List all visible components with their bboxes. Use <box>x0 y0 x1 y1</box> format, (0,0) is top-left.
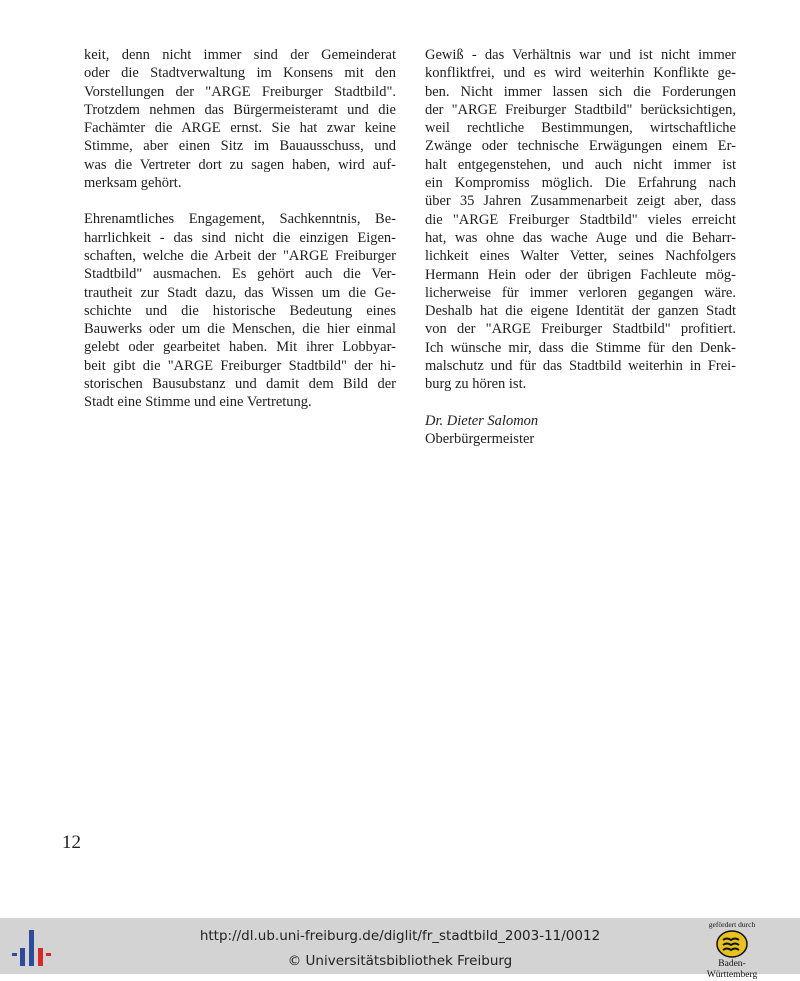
text-line: Gewiß - das Verhältnis war und ist nicht immer <box>425 47 736 63</box>
right-column <box>425 46 736 448</box>
text-line: konfliktfrei, und es wird weiterhin Konflikte ge- <box>425 65 736 82</box>
text-line: der "ARGE Freiburger Stadtbild" berücksichtigen, <box>425 101 736 118</box>
badge-top-text: gefördert durch <box>708 920 756 929</box>
text-line: ben. Nicht immer lassen sich die Forderungen <box>425 83 736 100</box>
text-line: die "ARGE Freiburger Stadtbild" vieles erreicht <box>425 211 736 228</box>
text-line: hat, was ohne das wache Auge und die Beharr- <box>425 229 736 246</box>
left-column <box>84 46 396 412</box>
signature-name: Dr. Dieter Salomon <box>425 412 539 429</box>
right-paragraph-1 <box>425 46 736 394</box>
footer-url[interactable]: http://dl.ub.uni-freiburg.de/diglit/fr_stadtbild_2003-11/0012 <box>199 928 601 944</box>
text-line: Vorstellungen der "ARGE Freiburger Stadtbild". <box>84 83 396 100</box>
signature-block <box>425 412 736 449</box>
badge-bottom-text: Baden-Württemberg <box>706 959 758 980</box>
text-line: Deshalb hat die eigene Identität der ganzen Stadt <box>425 303 736 320</box>
text-line: Hermann Hein oder der übrigen Fachleute mög- <box>425 266 736 283</box>
text-line: malschutz und für das Stadtbild weiterhin in Frei- <box>425 358 736 375</box>
text-line: schaften, welche die Arbeit der "ARGE Freiburger <box>84 247 396 264</box>
text-line: Fachämter die ARGE ernst. Sie hat zwar keine <box>84 120 396 137</box>
baden-wuerttemberg-crest-icon <box>715 929 749 959</box>
text-line: ein Kompromiss möglich. Die Erfahrung nach <box>425 175 736 192</box>
text-line: Bauwerks oder um die Menschen, die hier einmal <box>84 321 396 338</box>
text-line: schichte und die historische Bedeutung eines <box>84 302 396 319</box>
text-line: Trotzdem nehmen das Bürgermeisteramt und die <box>84 101 396 118</box>
text-line: harrlichkeit - das sind nicht die einzigen Eigen- <box>84 229 396 246</box>
signature-title: Oberbürgermeister <box>425 430 535 447</box>
text-line: licherweise für immer verloren gegangen wäre. <box>425 284 736 301</box>
text-line: über 35 Jahren Zusammenarbeit zeigt aber, dass <box>425 193 736 210</box>
text-line: von der "ARGE Freiburger Stadtbild" profitiert. <box>425 321 736 338</box>
footer-bar <box>0 918 800 980</box>
text-line: lichkeit eines Walter Vetter, seines Nachfolgers <box>425 248 736 265</box>
text-line: Stadt eine Stimme und eine Vertretung. <box>84 394 312 411</box>
page-number: 12 <box>62 832 81 853</box>
text-line: oder die Stadtverwaltung im Konsens mit den <box>84 65 396 82</box>
text-line: merksam gehört. <box>84 175 182 192</box>
text-line: weil rechtliche Bestimmungen, wirtschaftliche <box>425 120 736 137</box>
text-line: Stimme, aber einen Sitz im Bauausschuss, und <box>84 138 396 155</box>
footer-copyright: © Universitätsbibliothek Freiburg <box>287 953 513 969</box>
funding-badge <box>694 920 770 980</box>
text-line: keit, denn nicht immer sind der Gemeinderat <box>84 47 396 63</box>
text-line: burg zu hören ist. <box>425 376 527 393</box>
text-line: beit gibt die "ARGE Freiburger Stadtbild" der hi- <box>84 357 396 374</box>
text-line: Ehrenamtliches Engagement, Sachkenntnis, Be- <box>84 211 396 228</box>
left-paragraph-2 <box>84 210 396 411</box>
text-line: storischen Bausubstanz und damit dem Bild der <box>84 376 396 393</box>
text-line: halt entgegenstehen, und auch nicht immer ist <box>425 156 736 173</box>
text-line: gelebt oder gearbeitet haben. Mit ihrer Lobbyar- <box>84 339 396 356</box>
text-line: trautheit zur Stadt dazu, das Wissen um die Ge- <box>84 284 396 301</box>
text-line: Stadtbild" ausmachen. Es gehört auch die Ver- <box>84 266 396 283</box>
text-line: Zwänge oder technische Erwägungen einem Er- <box>425 138 736 155</box>
text-line: was die Vertreter dort zu sagen haben, wird auf- <box>84 156 396 173</box>
left-paragraph-1 <box>84 46 396 192</box>
text-line: Ich wünsche mir, dass die Stimme für den Denk- <box>425 339 736 356</box>
